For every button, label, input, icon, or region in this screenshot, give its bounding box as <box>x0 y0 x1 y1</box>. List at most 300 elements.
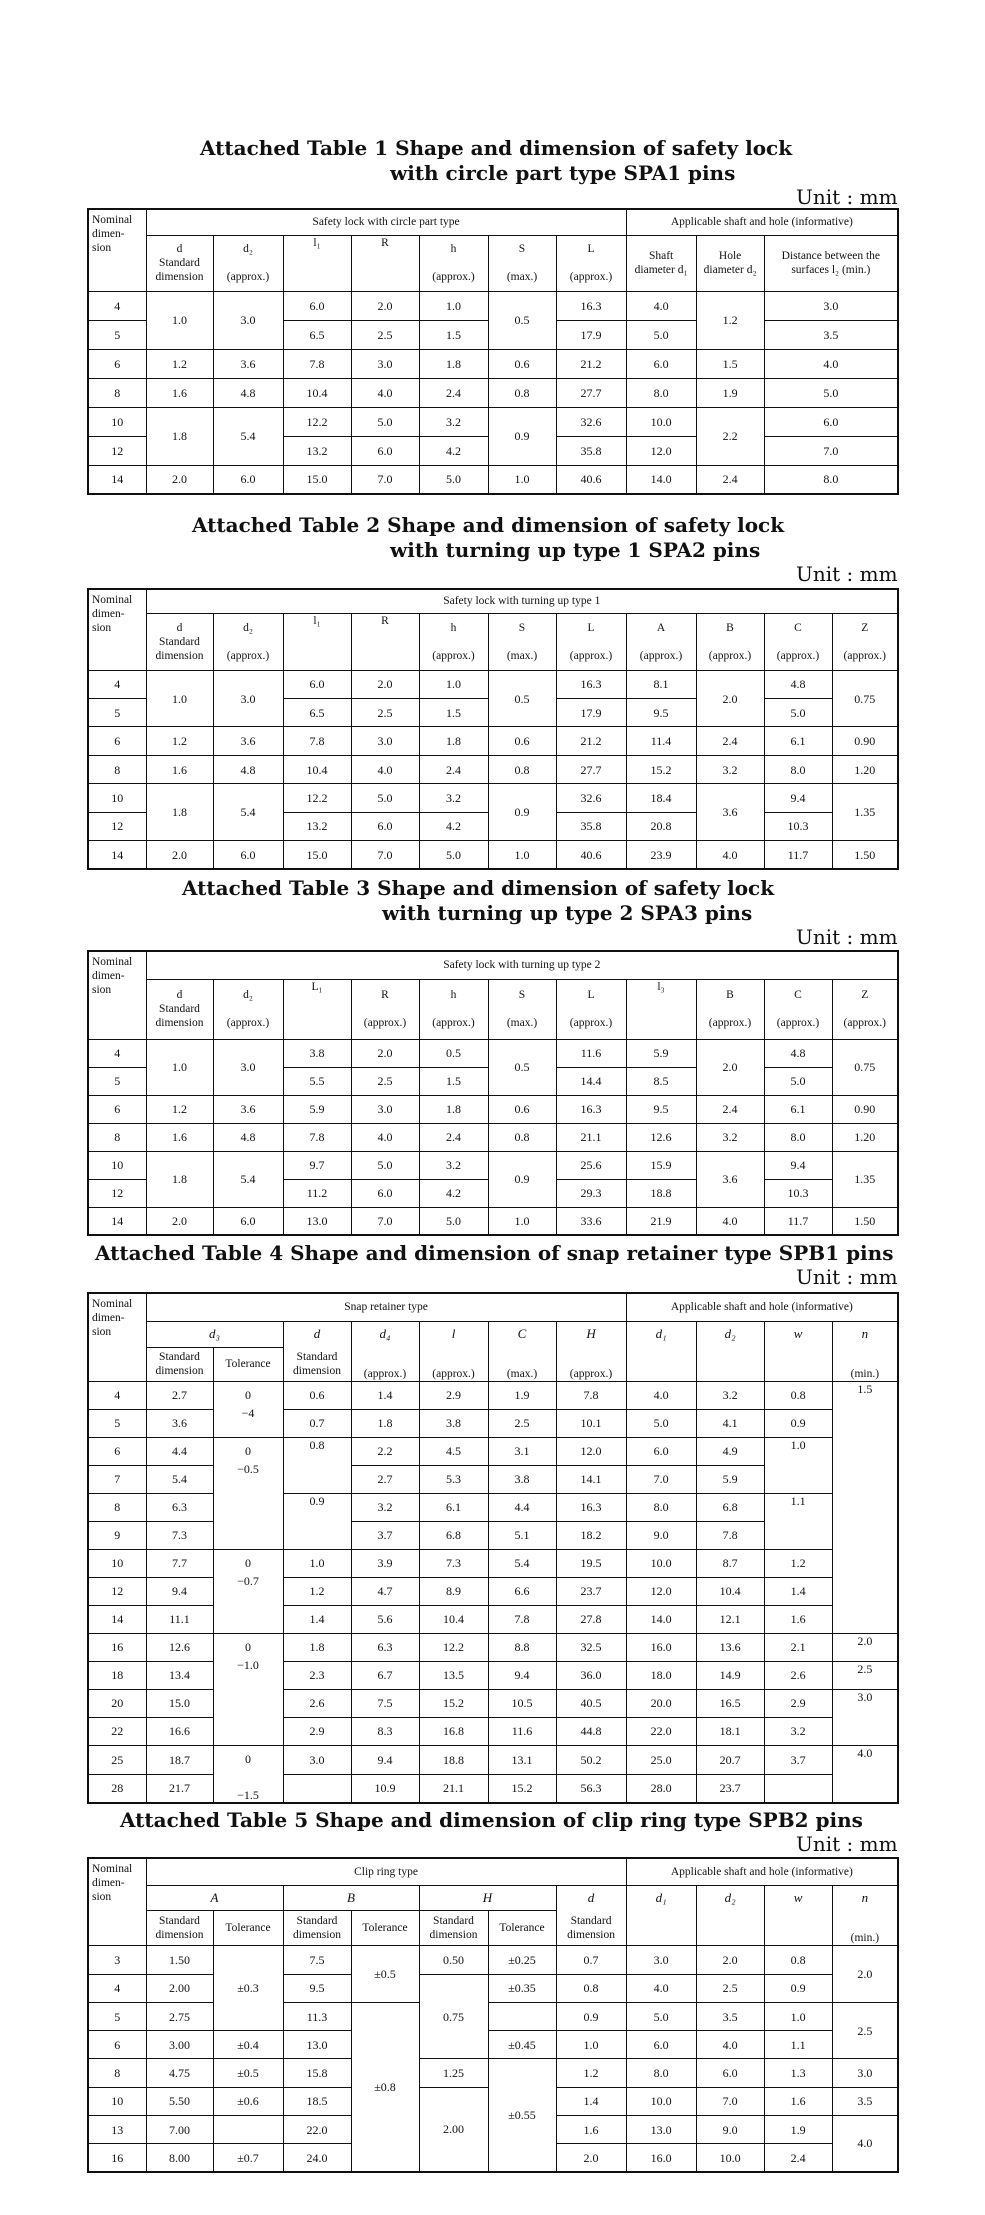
table-cell: 3.0 <box>626 1946 696 1974</box>
table-cell: 6.0 <box>283 291 351 320</box>
table-cell: 3.7 <box>351 1521 419 1549</box>
table-cell: 1.0 <box>283 1549 351 1577</box>
nominal-cell: 22 <box>88 1717 146 1745</box>
table-cell: 4.1 <box>696 1409 764 1437</box>
table-cell: 8.3 <box>351 1717 419 1745</box>
table-row <box>88 1633 898 1661</box>
col-d2: d₂ <box>696 1885 764 1910</box>
nominal-cell: 16 <box>88 1633 146 1661</box>
table-3-unit: Unit : mm <box>796 925 898 949</box>
col-s-sub: (max.) <box>506 649 538 662</box>
table-cell: 25.0 <box>626 1745 696 1774</box>
nominal-cell: 6 <box>88 1437 146 1465</box>
table-cell: 6.6 <box>488 1577 556 1605</box>
table-cell: 1.8 <box>419 1095 488 1123</box>
col-d4-sub: (approx.) <box>351 1347 419 1381</box>
table-cell: 5.0 <box>764 1067 832 1095</box>
col-b-standard: Standard dimension <box>283 1910 351 1946</box>
table-cell: 40.5 <box>556 1689 626 1717</box>
table-cell: 10.4 <box>283 755 351 783</box>
nominal-cell: 12 <box>88 1179 146 1207</box>
table-cell: 44.8 <box>556 1717 626 1745</box>
nominal-cell: 6 <box>88 1095 146 1123</box>
table-cell: 2.0 <box>556 2144 626 2172</box>
nominal-cell: 18 <box>88 1661 146 1689</box>
table-cell: 0.90 <box>832 1095 898 1123</box>
table-cell: 4.0 <box>351 378 419 407</box>
table-cell: 9.0 <box>626 1521 696 1549</box>
col-h: H <box>419 1885 556 1910</box>
table-cell: 5.4 <box>213 407 283 465</box>
table-cell: 3.6 <box>146 1409 213 1437</box>
table-row <box>88 1549 898 1577</box>
table-cell: 10.5 <box>488 1689 556 1717</box>
table-cell: 2.9 <box>764 1689 832 1717</box>
tolerance-cell <box>213 1381 283 1437</box>
col-l-sub: (approx.) <box>569 1017 613 1029</box>
table-cell: 6.1 <box>419 1493 488 1521</box>
tolerance-upper: 0 <box>245 1555 251 1570</box>
table-cell: 2.6 <box>283 1689 351 1717</box>
table-cell: 14.0 <box>626 1605 696 1633</box>
table-cell: 8.0 <box>626 1493 696 1521</box>
table-cell: 18.1 <box>696 1717 764 1745</box>
table-2-title-line-2: with turning up type 1 SPA2 pins <box>390 538 761 562</box>
table-cell: 6.1 <box>764 727 832 755</box>
table-cell: 1.6 <box>764 1605 832 1633</box>
nominal-cell: 9 <box>88 1521 146 1549</box>
col-d-sub: Standard dimension <box>155 1003 204 1029</box>
table-cell: 4.4 <box>488 1493 556 1521</box>
table-cell: 1.0 <box>764 2002 832 2030</box>
table-cell: 0.9 <box>488 1151 556 1207</box>
table-cell: 28.0 <box>626 1774 696 1803</box>
col-d2-sub: (approx.) <box>226 1017 270 1029</box>
table-cell: 20.0 <box>626 1689 696 1717</box>
col-h-standard: Standard dimension <box>419 1910 488 1946</box>
table-cell: 0.8 <box>764 1381 832 1409</box>
table-1-title-line-1: Attached Table 1 Shape and dimension of safety lock <box>200 136 793 160</box>
table-cell: 2.6 <box>764 1661 832 1689</box>
col-h: h <box>450 989 457 1001</box>
table-cell: 3.2 <box>696 755 764 783</box>
table-row <box>88 1577 898 1605</box>
table-cell: 11.1 <box>146 1605 213 1633</box>
table-cell: 2.0 <box>351 1039 419 1067</box>
table-cell: 2.5 <box>696 1974 764 2002</box>
table-cell: 2.0 <box>696 1039 764 1095</box>
table-cell: 15.2 <box>419 1689 488 1717</box>
table-cell: 7.5 <box>283 1946 351 1974</box>
table-cell: 4.0 <box>696 2031 764 2059</box>
table-cell: 0.90 <box>832 727 898 755</box>
col-distance-between-surfaces: Distance between the surfaces l₂ (min.) <box>764 235 898 291</box>
table-cell: 3.0 <box>832 2059 898 2087</box>
table-cell: 1.0 <box>488 465 556 494</box>
table-cell: 2.5 <box>832 2002 898 2059</box>
table-cell: 8.1 <box>626 670 696 698</box>
nominal-cell: 5 <box>88 2002 146 2030</box>
table-cell: 5.50 <box>146 2087 213 2115</box>
table-cell: 16.3 <box>556 670 626 698</box>
nominal-cell: 13 <box>88 2115 146 2143</box>
table-4-title: Attached Table 4 Shape and dimension of snap retainer type SPB1 pins <box>95 1241 894 1265</box>
table-cell: 13.1 <box>488 1745 556 1774</box>
table-cell: 12.1 <box>696 1605 764 1633</box>
table-cell: 35.8 <box>556 436 626 465</box>
table-cell: 4.2 <box>419 1179 488 1207</box>
table-cell: 5.5 <box>283 1067 351 1095</box>
col-d3-tolerance: Tolerance <box>213 1347 283 1381</box>
tolerance-upper: 0 <box>245 1443 251 1458</box>
table-cell: 9.0 <box>696 2115 764 2143</box>
table-cell: 14.9 <box>696 1661 764 1689</box>
table-cell: 1.0 <box>146 1039 213 1095</box>
table-cell: 5.0 <box>419 841 488 869</box>
table-cell: 25.6 <box>556 1151 626 1179</box>
table-cell: 2.4 <box>696 1095 764 1123</box>
table-cell: 15.2 <box>626 755 696 783</box>
col-w: w <box>764 1885 832 1910</box>
table-cell: 12.6 <box>626 1123 696 1151</box>
table-5-title: Attached Table 5 Shape and dimension of clip ring type SPB2 pins <box>120 1808 863 1832</box>
table-cell: 23.7 <box>696 1774 764 1803</box>
group-header: Safety lock with circle part type <box>146 209 626 235</box>
table-cell: 2.9 <box>283 1717 351 1745</box>
table-cell: 27.7 <box>556 755 626 783</box>
table-cell: 10.0 <box>626 2087 696 2115</box>
table-cell: 3.00 <box>146 2031 213 2059</box>
table-cell: 8.9 <box>419 1577 488 1605</box>
col-l1: l₁ <box>313 614 321 627</box>
table-cell: 20.7 <box>696 1745 764 1774</box>
table-cell: 5.0 <box>764 378 898 407</box>
table-cell: 10.0 <box>626 407 696 436</box>
table-cell: 6.3 <box>146 1493 213 1521</box>
table-cell: 5.4 <box>213 784 283 841</box>
table-cell: 1.9 <box>488 1381 556 1409</box>
table-cell: 1.4 <box>283 1605 351 1633</box>
table-cell: 1.8 <box>146 1151 213 1207</box>
tolerance-cell <box>213 1437 283 1549</box>
tolerance-lower: −0.5 <box>237 1461 259 1476</box>
col-r: R <box>381 614 389 627</box>
table-cell: ±0.45 <box>488 2031 556 2059</box>
table-cell: 3.7 <box>764 1745 832 1774</box>
nominal-cell: 20 <box>88 1689 146 1717</box>
table-cell: 5.6 <box>351 1605 419 1633</box>
table-cell: 14.0 <box>626 465 696 494</box>
table-cell: 1.0 <box>146 291 213 349</box>
tolerance-lower: −1.0 <box>237 1657 259 1672</box>
table-cell: 5.4 <box>213 1151 283 1207</box>
table-cell: 0.7 <box>556 1946 626 1974</box>
table-cell: 1.0 <box>146 670 213 727</box>
table-cell: 1.25 <box>419 2059 488 2087</box>
table-cell: 13.4 <box>146 1661 213 1689</box>
col-z: Z <box>861 621 869 634</box>
nominal-cell: 5 <box>88 1067 146 1095</box>
table-cell: 1.0 <box>419 670 488 698</box>
table-cell: 0.5 <box>488 1039 556 1095</box>
nominal-cell: 16 <box>88 2144 146 2172</box>
table-cell: 7.8 <box>556 1381 626 1409</box>
table-cell: 6.0 <box>626 1437 696 1465</box>
table-cell: 13.5 <box>419 1661 488 1689</box>
col-l1: L₁ <box>311 980 323 993</box>
table-cell: 1.4 <box>764 1577 832 1605</box>
table-cell: 12.2 <box>419 1633 488 1661</box>
table-cell: 18.4 <box>626 784 696 812</box>
table-cell: 1.9 <box>696 378 764 407</box>
table-cell: 3.8 <box>283 1039 351 1067</box>
col-b-sub: (approx.) <box>708 649 752 662</box>
nominal-cell: 14 <box>88 1207 146 1235</box>
table-row <box>88 1151 898 1179</box>
table-cell: 11.7 <box>764 841 832 869</box>
table-cell: 9.5 <box>283 1974 351 2002</box>
table-cell: 0.5 <box>419 1039 488 1067</box>
table-cell: 1.5 <box>419 699 488 727</box>
table-cell: 4.2 <box>419 812 488 840</box>
table-cell: 16.3 <box>556 1095 626 1123</box>
table-cell: 3.8 <box>419 1409 488 1437</box>
table-cell: 21.1 <box>556 1123 626 1151</box>
table-cell: 12.0 <box>626 1577 696 1605</box>
table-row <box>88 2002 898 2030</box>
table-cell: ±0.4 <box>213 2031 283 2059</box>
table-cell: 1.2 <box>146 1095 213 1123</box>
table-cell: 10.1 <box>556 1409 626 1437</box>
nominal-dimension-header: Nominal dimen-sion <box>88 951 146 1039</box>
nominal-cell: 4 <box>88 291 146 320</box>
col-c: C <box>488 1321 556 1347</box>
table-cell: 0.50 <box>419 1946 488 1974</box>
table-cell: 32.6 <box>556 784 626 812</box>
n-cell: 2.5 <box>832 1661 898 1689</box>
table-cell: 5.0 <box>626 2002 696 2030</box>
table-cell: 3.6 <box>696 1151 764 1207</box>
table-cell: 18.0 <box>626 1661 696 1689</box>
table-cell: 3.5 <box>696 2002 764 2030</box>
table-cell: 2.4 <box>419 755 488 783</box>
table-cell: 12.2 <box>283 407 351 436</box>
table-cell: 0.5 <box>488 670 556 727</box>
table-cell: 1.8 <box>283 1633 351 1661</box>
table-cell: 8.0 <box>626 2059 696 2087</box>
col-d: d <box>176 989 183 1001</box>
col-b: B <box>726 621 734 634</box>
table-cell: 8.8 <box>488 1633 556 1661</box>
nominal-cell: 5 <box>88 699 146 727</box>
col-c-sub: (approx.) <box>776 1017 820 1029</box>
table-cell: 5.0 <box>626 1409 696 1437</box>
nominal-dimension-header: Nominal dimen-sion <box>88 1293 146 1381</box>
table-cell: 0.75 <box>419 1974 488 2059</box>
col-b-sub: (approx.) <box>708 1017 752 1029</box>
table-cell: 1.6 <box>146 1123 213 1151</box>
nominal-cell: 8 <box>88 1123 146 1151</box>
table-cell: 27.7 <box>556 378 626 407</box>
table-cell: 4.5 <box>419 1437 488 1465</box>
tolerance-cell <box>213 1745 283 1803</box>
table-cell: 5.0 <box>764 699 832 727</box>
table-cell: 2.5 <box>351 320 419 349</box>
table-cell: 0.9 <box>283 1493 351 1549</box>
table-cell: 1.6 <box>146 755 213 783</box>
table-cell: 6.8 <box>696 1493 764 1521</box>
n-cell: 2.0 <box>832 1633 898 1661</box>
table-cell: 2.4 <box>419 378 488 407</box>
table-cell: 10.0 <box>696 2144 764 2172</box>
table-row <box>88 1774 898 1803</box>
nominal-cell: 4 <box>88 1381 146 1409</box>
table-cell: 5.0 <box>351 1151 419 1179</box>
table-cell: 5.3 <box>419 1465 488 1493</box>
table-cell: 2.0 <box>146 465 213 494</box>
nominal-cell: 14 <box>88 841 146 869</box>
table-cell: 8.00 <box>146 2144 213 2172</box>
table-cell: 6.0 <box>213 1207 283 1235</box>
tolerance-upper: 0 <box>245 1751 251 1766</box>
table-cell: 2.4 <box>764 2144 832 2172</box>
table-cell: 3.0 <box>213 1039 283 1095</box>
table-1-body <box>88 291 898 494</box>
table-cell: 8.0 <box>764 1123 832 1151</box>
nominal-cell: 28 <box>88 1774 146 1803</box>
table-cell: 21.9 <box>626 1207 696 1235</box>
col-h-sub: (approx.) <box>556 1347 626 1381</box>
table-cell: 17.9 <box>556 699 626 727</box>
table-cell: 11.3 <box>283 2002 351 2030</box>
col-s: S <box>518 621 526 634</box>
table-cell: 23.9 <box>626 841 696 869</box>
col-h-sub: (approx.) <box>432 1017 475 1029</box>
table-cell: 1.50 <box>832 841 898 869</box>
table-5-body <box>88 1946 898 2172</box>
table-cell: 2.0 <box>146 1207 213 1235</box>
table-cell: 10.4 <box>696 1577 764 1605</box>
col-h-sub: (approx.) <box>432 649 475 662</box>
table-cell: 6.3 <box>351 1633 419 1661</box>
table-cell: 0.8 <box>283 1437 351 1493</box>
table-cell: 50.2 <box>556 1745 626 1774</box>
nominal-dimension-header: Nominal dimen-sion <box>88 1858 146 1946</box>
table-cell: 1.9 <box>764 2115 832 2143</box>
col-a: A <box>656 621 666 634</box>
table-cell: ±0.6 <box>213 2087 283 2115</box>
table-cell: 40.6 <box>556 841 626 869</box>
tolerance-lower: −0.7 <box>237 1573 259 1588</box>
table-cell: 3.0 <box>764 291 898 320</box>
table-cell: 1.5 <box>419 320 488 349</box>
table-row <box>88 1039 898 1067</box>
table-cell: 7.0 <box>351 465 419 494</box>
table-cell: 7.0 <box>351 841 419 869</box>
table-3-title-line-1: Attached Table 3 Shape and dimension of safety lock <box>182 876 775 900</box>
table-row <box>88 2031 898 2059</box>
table-cell: 9.5 <box>626 699 696 727</box>
table-cell: 1.35 <box>832 784 898 841</box>
col-d1: d₁ <box>626 1885 696 1910</box>
table-cell: 1.0 <box>488 1207 556 1235</box>
table-cell: 1.6 <box>556 2115 626 2143</box>
n-cell: 4.0 <box>832 1745 898 1803</box>
col-b: B <box>726 989 734 1001</box>
table-cell: 18.8 <box>419 1745 488 1774</box>
table-cell: 27.8 <box>556 1605 626 1633</box>
table-cell: 22.0 <box>626 1717 696 1745</box>
table-cell: 8.0 <box>764 755 832 783</box>
col-d: d <box>176 243 183 255</box>
table-cell: 0.9 <box>764 1409 832 1437</box>
col-z-sub: (approx.) <box>843 649 887 662</box>
table-cell: 12.6 <box>146 1633 213 1661</box>
table-cell: 0.6 <box>488 1095 556 1123</box>
nominal-cell: 10 <box>88 1151 146 1179</box>
table-cell: 11.2 <box>283 1179 351 1207</box>
col-hole-diameter: Hole diameter d₂ <box>696 235 764 291</box>
col-w: w <box>764 1321 832 1347</box>
table-cell: 9.4 <box>764 1151 832 1179</box>
nominal-cell: 5 <box>88 320 146 349</box>
table-cell: 6.8 <box>419 1521 488 1549</box>
col-l: L <box>587 243 595 255</box>
table-cell: 3.8 <box>488 1465 556 1493</box>
table-cell: 0.8 <box>488 378 556 407</box>
table-cell: ±0.55 <box>488 2059 556 2172</box>
table-cell: 3.0 <box>283 1745 351 1774</box>
table-cell: 1.0 <box>419 291 488 320</box>
table-cell: 5.4 <box>146 1465 213 1493</box>
table-cell: 1.20 <box>832 1123 898 1151</box>
table-cell: 5.0 <box>351 407 419 436</box>
table-cell: 15.9 <box>626 1151 696 1179</box>
col-d: d <box>176 621 183 634</box>
col-l: L <box>587 621 595 634</box>
table-2-body <box>88 670 898 869</box>
nominal-cell: 12 <box>88 436 146 465</box>
table-cell: 18.8 <box>626 1179 696 1207</box>
col-z-sub: (approx.) <box>843 1017 887 1029</box>
nominal-cell: 4 <box>88 670 146 698</box>
table-row <box>88 1095 898 1123</box>
table-cell: ±0.25 <box>488 1946 556 1974</box>
nominal-cell: 10 <box>88 407 146 436</box>
table-row <box>88 1689 898 1717</box>
col-h-tolerance: Tolerance <box>488 1910 556 1946</box>
table-cell: 3.6 <box>213 727 283 755</box>
col-d: d <box>556 1885 626 1910</box>
nominal-cell: 12 <box>88 1577 146 1605</box>
table-cell: 4.8 <box>213 755 283 783</box>
table-cell: 15.0 <box>146 1689 213 1717</box>
table-cell: 6.0 <box>626 349 696 378</box>
table-cell: 1.0 <box>488 841 556 869</box>
nominal-cell: 4 <box>88 1974 146 2002</box>
table-cell: 13.6 <box>696 1633 764 1661</box>
col-a-tolerance: Tolerance <box>213 1910 283 1946</box>
table-cell: 13.0 <box>626 2115 696 2143</box>
table-cell: 2.5 <box>351 1067 419 1095</box>
table-row <box>88 2059 898 2087</box>
table-cell: 6.5 <box>283 320 351 349</box>
table-cell: 4.8 <box>213 1123 283 1151</box>
table-cell: 1.2 <box>764 1549 832 1577</box>
table-cell: 4.8 <box>764 1039 832 1067</box>
table-cell: 16.3 <box>556 291 626 320</box>
table-row <box>88 378 898 407</box>
